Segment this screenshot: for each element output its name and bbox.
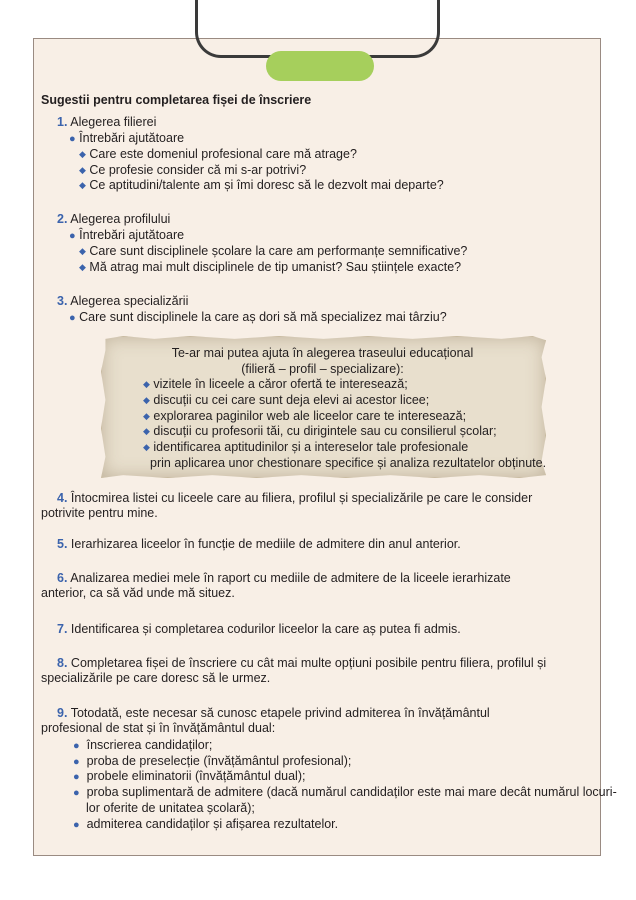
list-item [73,769,305,785]
question-text: Care sunt disciplinele la care aș dori să mă specializez mai târziu? [79,310,447,324]
section-1 [57,115,156,130]
section-4-number: 4. [57,491,68,505]
stage-text: înscrierea candidaților; [86,738,213,752]
note-item-text: identificarea aptitudinilor și a intereselor tale profesionale [153,440,469,454]
section-8 [41,656,549,686]
diamond-bullet-icon: ◆ [79,262,86,272]
stage-text: probele eliminatorii (învățământul dual); [86,769,306,783]
bullet-icon: ● [73,819,80,831]
section-9-number: 9. [57,706,68,720]
list-item [73,817,338,833]
section-4-text: Întocmirea listei cu liceele care au filiera, profilul și specializările pe care le consider potrivite pentru mine. [41,491,533,520]
section-8-number: 8. [57,656,68,670]
list-item [79,260,461,276]
section-1-label: Alegerea filierei [70,115,157,129]
list-item [73,785,617,801]
question-text: Ce profesie consider că mi s-ar potrivi? [89,163,307,177]
diamond-bullet-icon: ◆ [143,426,150,436]
section-4 [41,491,549,521]
section-1-sub [69,131,184,147]
page-title: Sugestii pentru completarea fișei de înscriere [41,93,312,107]
section-5-number: 5. [57,537,68,551]
note-item-text: discuții cu profesorii tăi, cu dirigintele sau cu consilierul școlar; [153,424,497,438]
section-9 [41,706,549,736]
list-item [79,244,467,260]
note-subheading: (filieră – profil – specializare): [241,362,404,376]
section-2-sub-label: Întrebări ajutătoare [79,228,185,242]
diamond-bullet-icon: ◆ [143,411,150,421]
list-item [79,178,444,194]
list-item [143,393,429,409]
section-6-text: Analizarea mediei mele în raport cu mediile de admitere de la liceele ierarhizate anterior, ca să văd unde mă situez. [41,571,511,600]
question-text: Care este domeniul profesional care mă atrage? [89,147,357,161]
section-6-number: 6. [57,571,68,585]
list-item [143,409,466,425]
note-item-text: explorarea paginilor web ale liceelor care te interesează; [153,409,467,423]
section-7-text: Identificarea și completarea codurilor liceelor la care aș putea fi admis. [70,622,461,636]
section-7-number: 7. [57,622,68,636]
section-3-label: Alegerea specializării [70,294,189,308]
section-2-sub [69,228,184,244]
section-5 [57,537,461,552]
section-2 [57,212,170,227]
list-item [143,424,497,440]
section-3 [57,294,188,309]
stage-text: proba suplimentară de admitere (dacă numărul candidaților este mai mare decât numărul locuri- [86,785,617,799]
question-text: Mă atrag mai mult disciplinele de tip umanist? Sau științele exacte? [89,260,462,274]
diamond-bullet-icon: ◆ [79,149,86,159]
diamond-bullet-icon: ◆ [79,180,86,190]
diamond-bullet-icon: ◆ [143,379,150,389]
section-3-number: 3. [57,294,68,308]
stage-text: proba de preselecție (învățământul profesional); [86,754,352,768]
section-2-number: 2. [57,212,68,226]
clip-tab [266,51,374,81]
diamond-bullet-icon: ◆ [143,395,150,405]
bullet-icon: ● [69,133,76,145]
bullet-icon: ● [69,230,76,242]
list-item [143,377,408,393]
list-item [143,440,468,456]
bullet-icon: ● [73,771,80,783]
bullet-icon: ● [73,756,80,768]
section-7 [57,622,461,637]
stage-text: admiterea candidaților și afișarea rezultatelor. [86,817,339,831]
section-5-text: Ierarhizarea liceelor în funcție de mediile de admitere din anul anterior. [70,537,461,551]
list-item [69,310,447,326]
note-item-text: discuții cu cei care sunt deja elevi ai acestor licee; [153,393,430,407]
bullet-icon: ● [69,312,76,324]
diamond-bullet-icon: ◆ [79,246,86,256]
question-text: Ce aptitudini/talente am și îmi doresc să le dezvolt mai departe? [89,178,444,192]
section-2-label: Alegerea profilului [70,212,171,226]
list-item [73,754,351,770]
note-heading: Te-ar mai putea ajuta în alegerea traseului educațional [171,346,474,360]
bullet-icon: ● [73,787,80,799]
stage-continuation: lor oferite de unitatea școlară); [86,801,255,815]
section-9-text: Totodată, este necesar să cunosc etapele privind admiterea în învățământul profesional de stat și în învățământul dual: [41,706,490,735]
section-1-number: 1. [57,115,68,129]
section-6 [41,571,549,601]
note-item-continuation: prin aplicarea unor chestionare specifice și analiza rezultatelor obținute. [150,456,547,470]
clipboard-clip [195,0,440,58]
list-item [79,147,357,163]
note-item-text: vizitele în liceele a căror ofertă te interesează; [153,377,408,391]
diamond-bullet-icon: ◆ [79,165,86,175]
list-item [73,738,212,754]
section-1-sub-label: Întrebări ajutătoare [79,131,185,145]
question-text: Care sunt disciplinele școlare la care am performanțe semnificative? [89,244,468,258]
list-item [79,163,306,179]
section-8-text: Completarea fișei de înscriere cu cât mai multe opțiuni posibile pentru filiera, profilul și specializările pe care doresc să le urmez. [41,656,547,685]
diamond-bullet-icon: ◆ [143,442,150,452]
bullet-icon: ● [73,740,80,752]
